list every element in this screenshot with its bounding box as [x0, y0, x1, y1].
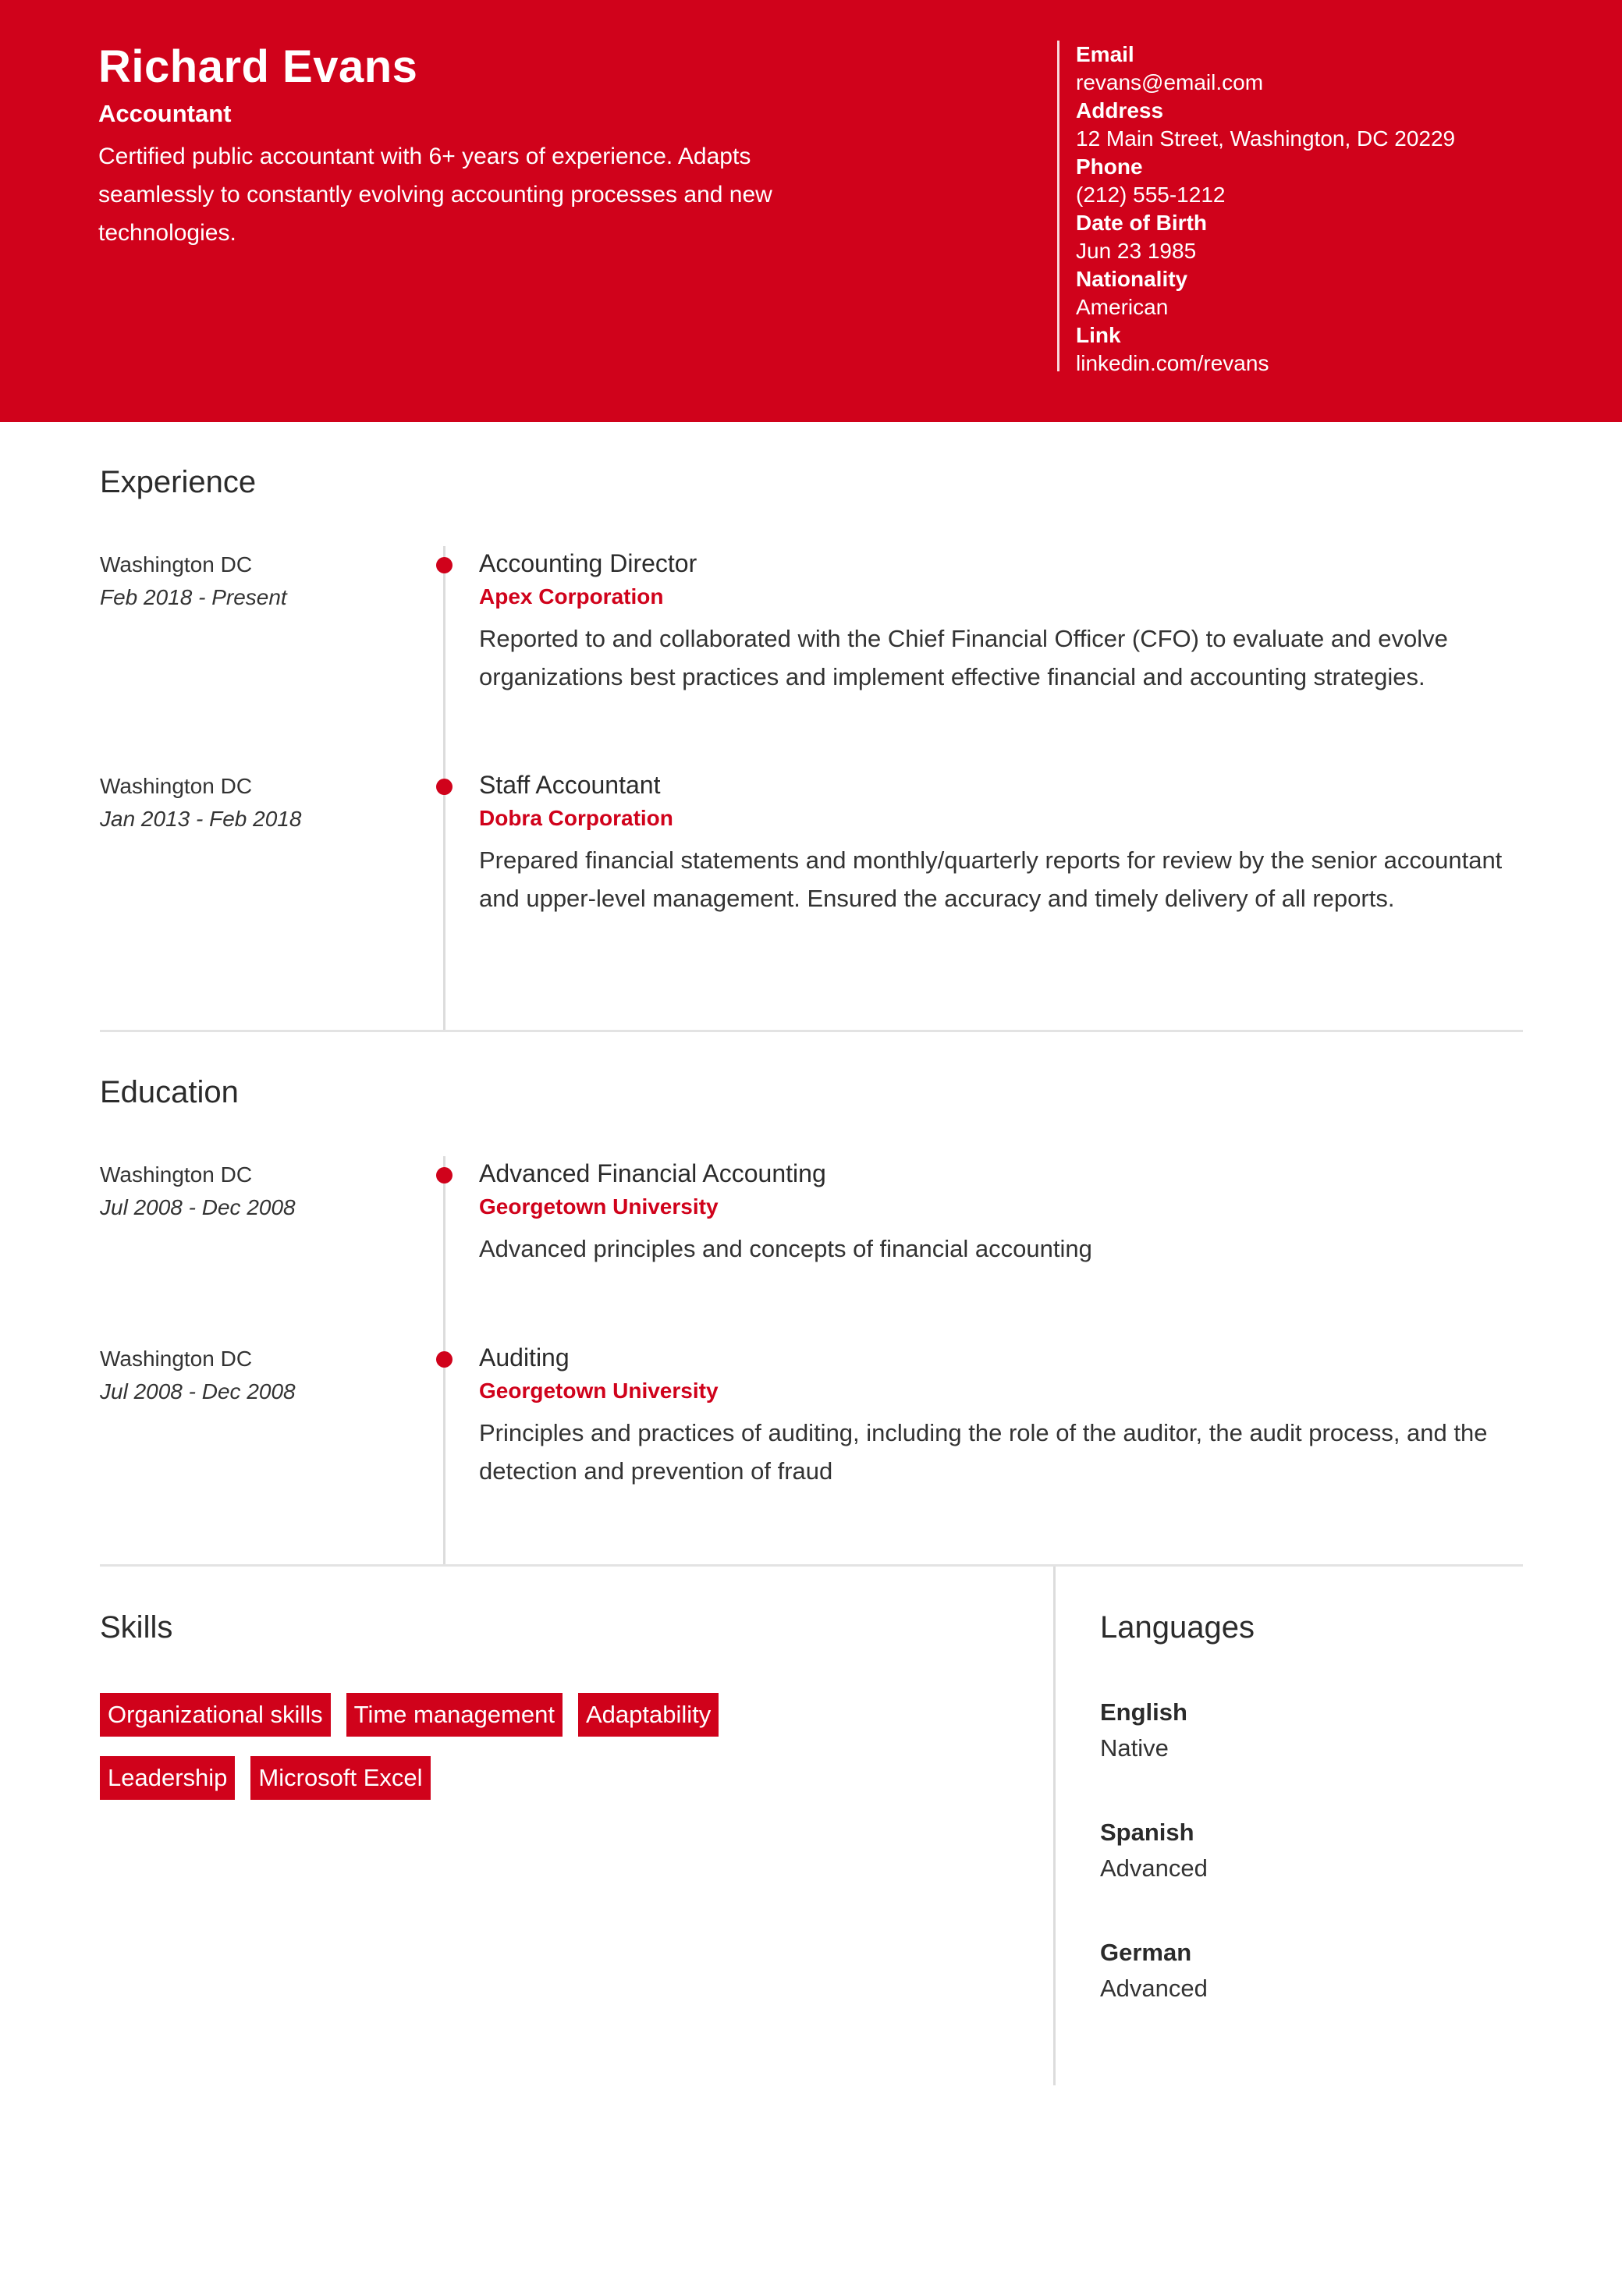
skill-chip: Microsoft Excel — [250, 1756, 430, 1800]
entry-dates: Jan 2013 - Feb 2018 — [100, 807, 302, 831]
language-name: German — [1100, 1939, 1192, 1966]
skill-chip: Adaptability — [578, 1693, 719, 1737]
language-item — [1100, 1694, 1187, 1766]
language-level: Advanced — [1100, 1975, 1208, 2002]
contact-dob-label: Date of Birth — [1076, 211, 1207, 235]
skill-chip: Organizational skills — [100, 1693, 331, 1737]
section-divider — [100, 1030, 1523, 1032]
timeline-dot — [436, 779, 453, 795]
contact-nationality-label: Nationality — [1076, 267, 1188, 291]
entry-description: Prepared financial statements and monthly/quarterly reports for review by the senior accountant and upper-level management. Ensured the accuracy and timely delivery of all reports. — [479, 846, 1503, 912]
contact-dob-value: Jun 23 1985 — [1076, 239, 1197, 263]
resume-header — [0, 0, 1622, 422]
contact-nationality-value: American — [1076, 295, 1169, 319]
language-level: Advanced — [1100, 1854, 1208, 1882]
skill-chip: Leadership — [100, 1756, 235, 1800]
candidate-name: Richard Evans — [98, 41, 418, 92]
candidate-summary: Certified public accountant with 6+ years of experience. Adapts seamlessly to constantly evolving accounting processes and new technologies. — [98, 144, 772, 246]
entry-title: Accounting Director — [479, 549, 697, 577]
skills-list — [100, 1693, 1036, 1819]
entry-location: Washington DC — [100, 552, 253, 577]
contact-info — [1057, 41, 1556, 375]
languages-heading: Languages — [1100, 1610, 1255, 1645]
contact-phone-value[interactable]: (212) 555-1212 — [1076, 183, 1226, 207]
entry-organization: Georgetown University — [479, 1379, 719, 1403]
contact-address-value: 12 Main Street, Washington, DC 20229 — [1076, 126, 1456, 151]
entry-organization: Georgetown University — [479, 1194, 719, 1219]
entry-location: Washington DC — [100, 1162, 253, 1187]
language-item — [1100, 1815, 1208, 1886]
language-name: Spanish — [1100, 1819, 1194, 1846]
language-item — [1100, 1935, 1208, 2007]
entry-description: Advanced principles and concepts of financial accounting — [479, 1235, 1092, 1262]
entry-location: Washington DC — [100, 1347, 253, 1371]
contact-phone-label: Phone — [1076, 154, 1143, 179]
candidate-role: Accountant — [98, 100, 232, 127]
entry-title: Staff Accountant — [479, 771, 661, 799]
entry-location: Washington DC — [100, 774, 253, 798]
experience-heading: Experience — [100, 465, 257, 499]
entry-title: Advanced Financial Accounting — [479, 1159, 826, 1187]
entry-title: Auditing — [479, 1343, 570, 1372]
contact-email-label: Email — [1076, 42, 1134, 66]
entry-dates: Jul 2008 - Dec 2008 — [100, 1379, 296, 1404]
timeline-dot — [436, 1351, 453, 1368]
contact-link-value[interactable]: linkedin.com/revans — [1076, 351, 1269, 375]
education-heading: Education — [100, 1075, 239, 1109]
skills-heading: Skills — [100, 1610, 173, 1645]
entry-dates: Feb 2018 - Present — [100, 585, 287, 609]
entry-description: Principles and practices of auditing, including the role of the auditor, the audit process, and the detection and prevention of fraud — [479, 1419, 1488, 1485]
languages-divider — [1053, 1567, 1056, 2085]
timeline-dot — [436, 557, 453, 573]
skill-chip: Time management — [346, 1693, 563, 1737]
entry-description: Reported to and collaborated with the Chief Financial Officer (CFO) to evaluate and evolve organizations best practices and implement effective financial and accounting strategies. — [479, 625, 1448, 690]
language-level: Native — [1100, 1734, 1169, 1762]
section-divider — [100, 1564, 1523, 1567]
contact-link-label: Link — [1076, 323, 1121, 347]
entry-organization: Apex Corporation — [479, 584, 664, 609]
entry-organization: Dobra Corporation — [479, 806, 673, 830]
timeline-dot — [436, 1167, 453, 1183]
contact-email-value[interactable]: revans@email.com — [1076, 70, 1264, 94]
entry-dates: Jul 2008 - Dec 2008 — [100, 1195, 296, 1219]
contact-address-label: Address — [1076, 98, 1164, 122]
language-name: English — [1100, 1698, 1187, 1726]
